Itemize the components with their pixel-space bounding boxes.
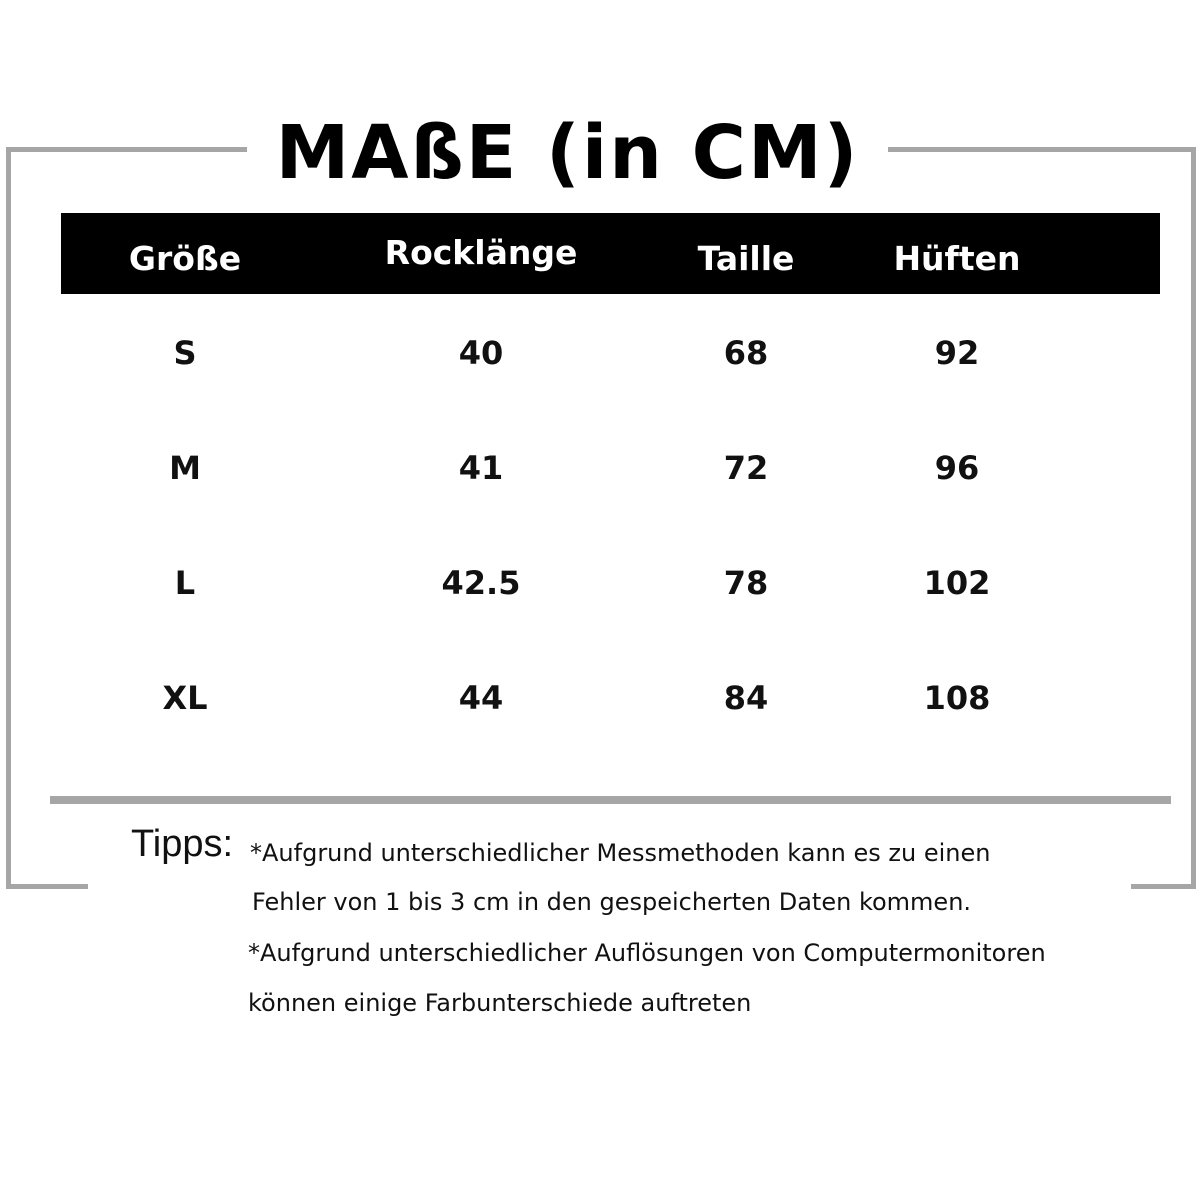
divider xyxy=(50,796,1171,804)
table-cell: 92 xyxy=(934,334,980,372)
tip-line: können einige Farbunterschiede auftreten xyxy=(248,989,752,1017)
table-cell: 102 xyxy=(923,564,991,602)
table-cell: 41 xyxy=(458,449,504,487)
table-cell: 42.5 xyxy=(441,564,521,602)
header-waist: Taille xyxy=(697,239,795,278)
table-cell: 96 xyxy=(934,449,980,487)
table-cell: 68 xyxy=(723,334,769,372)
table-cell: XL xyxy=(162,679,208,717)
header-skirt-length: Rocklänge xyxy=(384,233,578,272)
table-cell: M xyxy=(169,449,201,487)
table-cell: 72 xyxy=(723,449,769,487)
table-cell: 84 xyxy=(723,679,769,717)
table-cell: 40 xyxy=(458,334,504,372)
header-hips: Hüften xyxy=(893,239,1021,278)
tip-line: *Aufgrund unterschiedlicher Messmethoden kann es zu einen xyxy=(250,839,991,867)
table-cell: S xyxy=(173,334,197,372)
header-size: Größe xyxy=(128,239,242,278)
tip-line: *Aufgrund unterschiedlicher Auflösungen von Computermonitoren xyxy=(248,939,1046,967)
table-cell: 44 xyxy=(458,679,504,717)
table-cell: 78 xyxy=(723,564,769,602)
tip-line: Fehler von 1 bis 3 cm in den gespeicherten Daten kommen. xyxy=(252,888,972,916)
page-title: MAßE (in CM) xyxy=(275,110,860,196)
table-cell: L xyxy=(174,564,196,602)
table-cell: 108 xyxy=(923,679,991,717)
tips-label: Tipps: xyxy=(131,823,234,865)
